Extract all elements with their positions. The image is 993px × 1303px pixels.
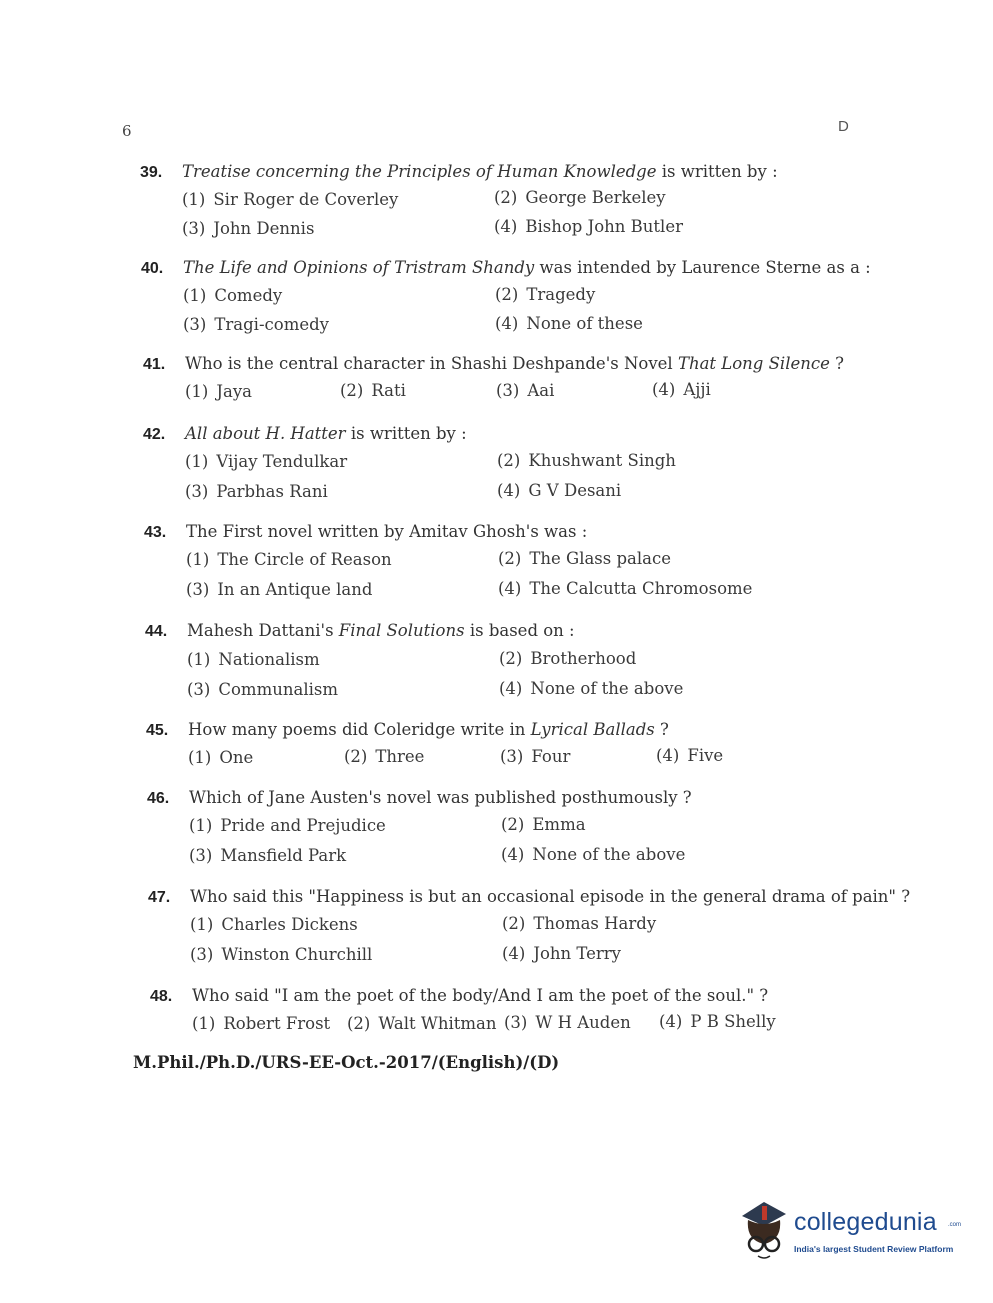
option-label: Robert Frost — [223, 1014, 331, 1033]
question-number: 40. — [141, 260, 164, 277]
question-text-part: Mahesh Dattani's — [187, 621, 339, 640]
option-label: Tragi-comedy — [214, 315, 329, 334]
option-2 — [494, 188, 666, 207]
page-number: 6 — [122, 122, 132, 140]
student-mascot-icon — [734, 1196, 794, 1266]
option-label: Emma — [532, 815, 586, 834]
question-number: 42. — [143, 426, 166, 443]
brand-tagline: India's largest Student Review Platform — [794, 1244, 954, 1254]
option-label: Four — [531, 747, 571, 766]
option-label: None of these — [526, 314, 643, 333]
option-label: Jaya — [216, 382, 252, 401]
option-number: (2) — [497, 451, 521, 470]
paper-code-footer: M.Phil./Ph.D./URS-EE-Oct.-2017/(English)/(D) — [133, 1053, 560, 1072]
option-label: In an Antique land — [217, 580, 373, 599]
option-2 — [499, 649, 636, 668]
question-text-part: Who said this "Happiness is but an occasional episode in the general drama of pain" ? — [190, 887, 911, 906]
option-label: The Calcutta Chromosome — [529, 579, 753, 598]
option-2 — [344, 747, 424, 766]
option-label: Vijay Tendulkar — [216, 452, 348, 471]
option-4 — [497, 481, 621, 500]
question-number: 47. — [148, 889, 171, 906]
option-4 — [498, 579, 752, 598]
option-number: (4) — [497, 481, 521, 500]
option-number: (4) — [659, 1012, 683, 1031]
option-4 — [652, 380, 711, 399]
option-number: (3) — [500, 747, 524, 766]
option-label: Nationalism — [218, 650, 320, 669]
question-39 — [140, 162, 778, 242]
option-1 — [189, 816, 386, 835]
option-number: (3) — [496, 381, 520, 400]
question-46 — [147, 788, 692, 868]
question-text-part: That Long Silence — [677, 354, 830, 373]
option-number: (1) — [185, 452, 209, 471]
option-number: (3) — [189, 846, 213, 865]
option-1 — [182, 190, 398, 209]
option-number: (1) — [185, 382, 209, 401]
option-label: Mansfield Park — [220, 846, 347, 865]
option-label: John Dennis — [213, 219, 315, 238]
question-text — [185, 424, 467, 443]
option-number: (2) — [495, 285, 519, 304]
option-label: None of the above — [530, 679, 684, 698]
option-number: (1) — [188, 748, 212, 767]
option-number: (2) — [499, 649, 523, 668]
option-1 — [187, 650, 320, 669]
option-number: (3) — [190, 945, 214, 964]
option-label: Pride and Prejudice — [220, 816, 386, 835]
question-number: 46. — [147, 790, 170, 807]
option-number: (2) — [340, 381, 364, 400]
question-number: 44. — [145, 623, 168, 640]
option-number: (1) — [190, 915, 214, 934]
option-number: (3) — [504, 1013, 528, 1032]
option-label: Brotherhood — [530, 649, 637, 668]
option-2 — [347, 1014, 497, 1033]
brand-suffix: .com — [948, 1222, 962, 1228]
option-number: (4) — [656, 746, 680, 765]
option-number: (1) — [192, 1014, 216, 1033]
option-label: Parbhas Rani — [216, 482, 328, 501]
question-text-part: How many poems did Coleridge write in — [188, 720, 531, 739]
set-code: D — [838, 118, 849, 135]
option-3 — [496, 381, 554, 400]
question-number: 48. — [150, 988, 173, 1005]
option-number: (3) — [182, 219, 206, 238]
question-text-part: The First novel written by Amitav Ghosh's was : — [186, 522, 588, 541]
question-text-part: is written by : — [345, 424, 467, 443]
question-text — [186, 522, 587, 541]
option-label: John Terry — [533, 944, 622, 963]
option-2 — [497, 451, 676, 470]
option-label: Three — [375, 747, 425, 766]
option-label: The Circle of Reason — [217, 550, 392, 569]
option-number: (1) — [183, 286, 207, 305]
question-44 — [145, 621, 684, 701]
question-text-part: is written by : — [656, 162, 778, 181]
option-2 — [495, 285, 595, 304]
option-label: George Berkeley — [525, 188, 666, 207]
option-label: Winston Churchill — [221, 945, 373, 964]
option-label: Comedy — [214, 286, 283, 305]
option-number: (4) — [495, 314, 519, 333]
option-number: (2) — [501, 815, 525, 834]
option-label: Aai — [527, 381, 555, 400]
option-number: (3) — [186, 580, 210, 599]
option-label: Khushwant Singh — [528, 451, 676, 470]
option-number: (4) — [494, 217, 518, 236]
question-text-part: Who said "I am the poet of the body/And I am the poet of the soul." ? — [192, 986, 769, 1005]
option-number: (4) — [502, 944, 526, 963]
question-text-part: Which of Jane Austen's novel was published posthumously ? — [189, 788, 692, 807]
option-3 — [187, 680, 338, 699]
option-1 — [185, 382, 252, 401]
option-3 — [500, 747, 570, 766]
question-text — [183, 258, 871, 277]
question-text — [192, 986, 768, 1005]
option-1 — [192, 1014, 330, 1033]
question-number: 43. — [144, 524, 167, 541]
option-4 — [656, 746, 723, 765]
option-label: G V Desani — [528, 481, 622, 500]
option-3 — [182, 219, 314, 238]
option-number: (1) — [182, 190, 206, 209]
option-4 — [659, 1012, 776, 1031]
option-label: P B Shelly — [690, 1012, 776, 1031]
option-1 — [185, 452, 347, 471]
option-label: None of the above — [532, 845, 686, 864]
option-number: (1) — [187, 650, 211, 669]
option-label: Five — [687, 746, 724, 765]
question-text — [187, 621, 575, 640]
option-4 — [501, 845, 685, 864]
option-2 — [498, 549, 671, 568]
question-number: 45. — [146, 722, 169, 739]
option-number: (3) — [187, 680, 211, 699]
option-label: Tragedy — [526, 285, 596, 304]
option-label: Walt Whitman — [378, 1014, 497, 1033]
question-text — [190, 887, 910, 906]
option-label: W H Auden — [535, 1013, 631, 1032]
option-number: (3) — [185, 482, 209, 501]
option-number: (4) — [498, 579, 522, 598]
question-45 — [146, 720, 724, 770]
option-label: Sir Roger de Coverley — [213, 190, 399, 209]
question-number: 39. — [140, 164, 163, 181]
option-number: (1) — [189, 816, 213, 835]
option-number: (2) — [502, 914, 526, 933]
option-2 — [501, 815, 586, 834]
option-4 — [502, 944, 621, 963]
option-number: (2) — [344, 747, 368, 766]
option-3 — [504, 1013, 631, 1032]
question-text-part: The Life and Opinions of Tristram Shandy — [183, 258, 535, 277]
question-43 — [144, 522, 753, 602]
question-text-part: Who is the central character in Shashi Deshpande's Novel — [185, 354, 678, 373]
question-text-part: is based on : — [464, 621, 575, 640]
option-1 — [183, 286, 282, 305]
option-1 — [188, 748, 253, 767]
question-text-part: was intended by Laurence Sterne as a : — [534, 258, 871, 277]
option-4 — [499, 679, 683, 698]
option-label: Ajji — [683, 380, 711, 399]
question-40 — [141, 258, 871, 338]
question-text-part: ? — [654, 720, 669, 739]
question-text — [188, 720, 669, 739]
option-label: Bishop John Butler — [525, 217, 683, 236]
option-number: (4) — [501, 845, 525, 864]
option-3 — [190, 945, 372, 964]
option-number: (2) — [494, 188, 518, 207]
question-47 — [148, 887, 910, 967]
option-3 — [189, 846, 346, 865]
collegedunia-watermark — [734, 1196, 964, 1268]
question-text-part: Lyrical Ballads — [530, 720, 655, 739]
question-text — [182, 162, 778, 181]
question-42 — [143, 424, 676, 504]
option-number: (4) — [652, 380, 676, 399]
option-3 — [183, 315, 329, 334]
question-48 — [150, 986, 776, 1036]
option-number: (1) — [186, 550, 210, 569]
option-3 — [186, 580, 372, 599]
option-2 — [340, 381, 406, 400]
option-4 — [495, 314, 643, 333]
option-label: The Glass palace — [529, 549, 672, 568]
question-text-part: Treatise concerning the Principles of Human Knowledge — [182, 162, 657, 181]
option-label: Charles Dickens — [221, 915, 358, 934]
option-label: One — [219, 748, 254, 767]
option-4 — [494, 217, 683, 236]
option-number: (4) — [499, 679, 523, 698]
option-number: (3) — [183, 315, 207, 334]
option-1 — [190, 915, 358, 934]
option-3 — [185, 482, 328, 501]
option-label: Rati — [371, 381, 406, 400]
question-text-part: Final Solutions — [338, 621, 465, 640]
question-text — [185, 354, 844, 373]
option-number: (2) — [498, 549, 522, 568]
question-text-part: ? — [829, 354, 844, 373]
option-label: Thomas Hardy — [533, 914, 657, 933]
question-text-part: All about H. Hatter — [185, 424, 346, 443]
brand-name: collegedunia — [794, 1208, 937, 1236]
option-2 — [502, 914, 656, 933]
option-number: (2) — [347, 1014, 371, 1033]
option-label: Communalism — [218, 680, 338, 699]
question-text — [189, 788, 692, 807]
question-41 — [143, 354, 844, 404]
question-number: 41. — [143, 356, 166, 373]
option-1 — [186, 550, 392, 569]
